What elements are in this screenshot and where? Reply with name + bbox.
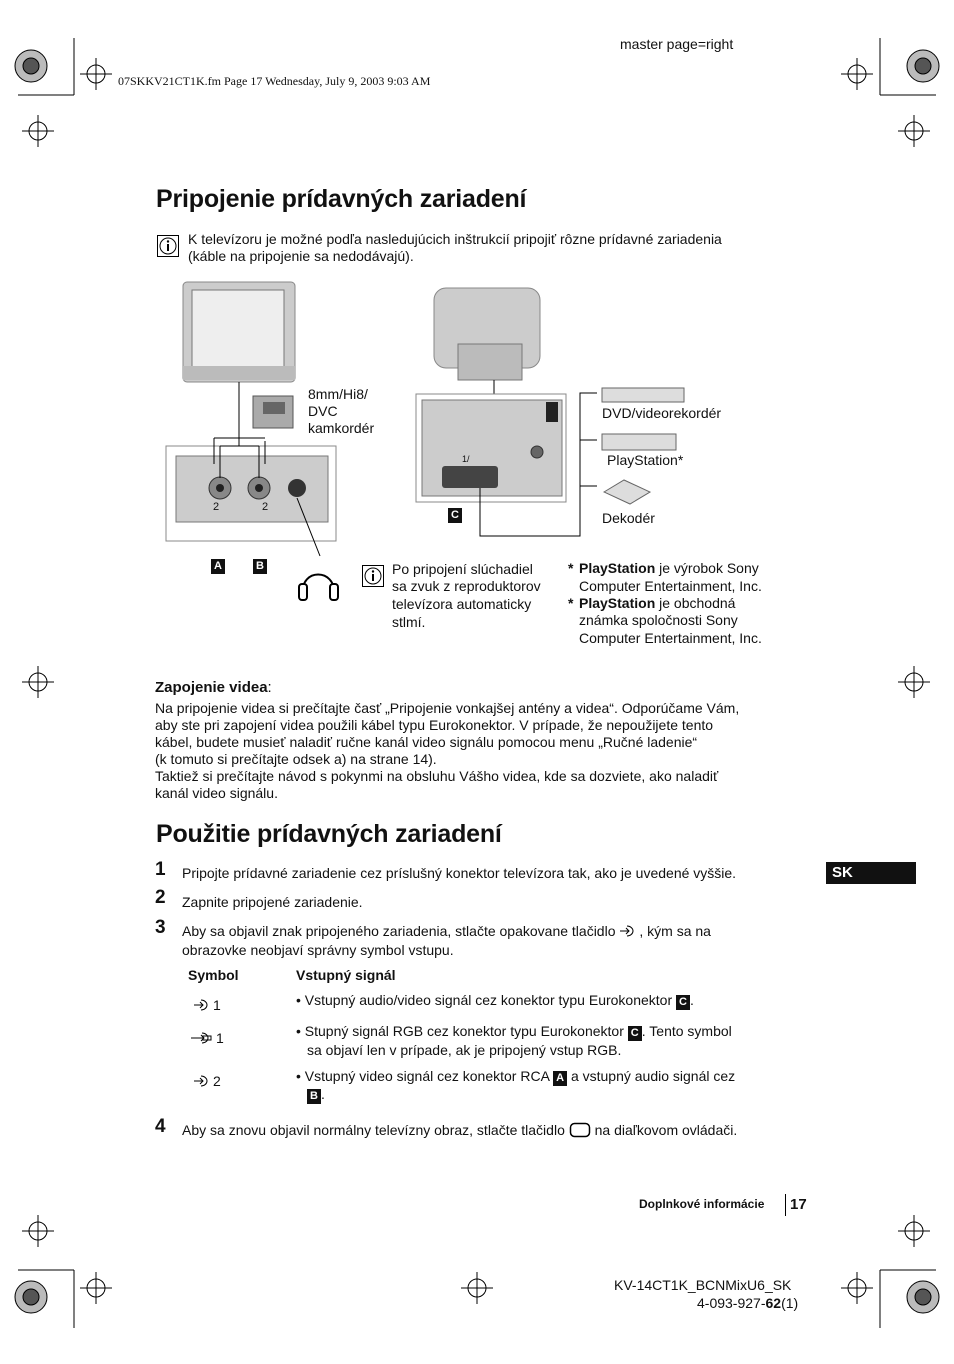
video-paragraph [155,700,815,802]
tv-front-illustration [183,282,295,382]
row-3-text: • Vstupný video signál cez konektor RCA A a vstupný audio signál cez [296,1068,736,1084]
table-header-symbol: Symbol [188,967,239,983]
table-header-signal: Vstupný signál [296,967,396,983]
camcorder-illustration [253,396,293,428]
device-label-playstation: PlayStation* [607,452,684,468]
language-tab: SK [826,862,916,884]
scart-label: 1/ [462,454,470,464]
master-page-note: master page=right [620,36,734,52]
row-2-text: • Stupný signál RGB cez konektor typu Eurokonektor C . Tento symbol [296,1023,732,1039]
step-number: 2 [155,887,166,908]
video-line: Taktiež si prečítajte návod s pokynmi na obsluhu Vášho videa, kde sa dozviete, ako naladiť [155,768,719,784]
video-line: Na pripojenie videa si prečítajte časť „Pripojenie vonkajšej antény a videa“. Odporúčame Vám, [155,700,740,716]
symbol-av1: 1 [193,997,221,1014]
input-2-icon [193,1074,213,1088]
model-number: KV-14CT1K_BCNMixU6_SK [614,1277,792,1293]
symbol-av2: 2 [193,1073,221,1090]
input-rgb-icon [190,1031,216,1045]
video-line: (k tomuto si prečítajte odsek a) na strane 14). [155,751,437,767]
info-icon [362,565,384,587]
step-3-text: Aby sa objavil znak pripojeného zariadenia, stlačte opakovane tlačidlo , kým sa na [182,923,711,939]
footnote-2: PlayStation je obchodná [579,595,736,611]
intro-line-2: (káble na pripojenie sa nedodávajú). [188,248,414,264]
section-title-usage: Použitie prídavných zariadení [156,820,502,848]
footnote-1-line2: Computer Entertainment, Inc. [579,578,762,594]
port-b-label: 2 [262,501,269,513]
badge-b: B [253,559,267,574]
footnote-asterisk: * [568,595,574,611]
step-2-text: Zapnite pripojené zariadenie. [182,894,363,910]
footnote-1: PlayStation je výrobok Sony [579,560,759,576]
port-a-label: 2 [213,501,220,513]
camcorder-label-1: 8mm/Hi8/ [308,386,368,402]
video-line: kábel, budete musieť naladiť ručne kanál video signálu pomocou menu „Ručné ladenie“ [155,734,698,750]
device-label-dvd: DVD/videorekordér [602,405,722,421]
info-icon [157,235,179,257]
row-3-text-2: B . [307,1086,325,1104]
footer-divider [785,1194,786,1216]
step-3-text-2: obrazovke neobjaví správny symbol vstupu. [182,942,454,958]
tv-back-illustration [434,288,540,380]
section-title-connect: Pripojenie prídavných zariadení [156,185,527,213]
footnote-asterisk: * [568,560,574,576]
row-2-text-2: sa objaví len v prípade, ak je pripojený vstup RGB. [307,1042,622,1058]
video-line: kanál video signálu. [155,785,278,801]
page-number: 17 [790,1196,807,1213]
headphones-note-4: stlmí. [392,614,426,630]
symbol-rgb1: 1 [190,1030,224,1047]
step-4-text: Aby sa znovu objavil normálny televízny obraz, stlačte tlačidlo na diaľkovom ovládači. [182,1122,738,1138]
headphones-note-2: sa zvuk z reproduktorov [392,578,541,594]
part-number: 4-093-927-62(1) [697,1295,799,1311]
step-number: 1 [155,859,166,880]
step-number: 3 [155,917,166,938]
input-1-icon [193,998,213,1012]
camcorder-label-3: kamkordér [308,420,375,436]
footnote-2-line3: Computer Entertainment, Inc. [579,630,762,646]
headphones-note-3: televízora automaticky [392,596,532,612]
device-label-decoder: Dekodér [602,510,655,526]
row-1-text: • Vstupný audio/video signál cez konektor typu Eurokonektor C . [296,992,694,1008]
file-info: 07SKKV21CT1K.fm Page 17 Wednesday, July 9, 2003 9:03 AM [118,74,431,88]
tv-button-icon [569,1122,591,1138]
intro-line-1: K televízoru je možné podľa nasledujúcich inštrukcií pripojiť rôzne prídavné zariadenia [188,231,722,247]
input-select-icon [619,924,639,938]
headphones-note-1: Po pripojení slúchadiel [392,561,533,577]
badge-a: A [211,559,225,574]
video-line: aby ste pri zapojení videa použili kábel typu Eurokonektor. V prípade, že nepoužijete tento [155,717,714,733]
video-heading: Zapojenie videa: [155,679,272,696]
badge-c: C [448,508,462,523]
footnote-2-line2: známka spoločnosti Sony [579,612,738,628]
step-1-text: Pripojte prídavné zariadenie cez príslušný konektor televízora tak, ako je uvedené vyššie. [182,865,737,881]
camcorder-label-2: DVC [308,403,338,419]
step-number: 4 [155,1116,166,1137]
headphones-icon [299,575,338,601]
footer-section-name: Doplnkové informácie [639,1197,765,1211]
